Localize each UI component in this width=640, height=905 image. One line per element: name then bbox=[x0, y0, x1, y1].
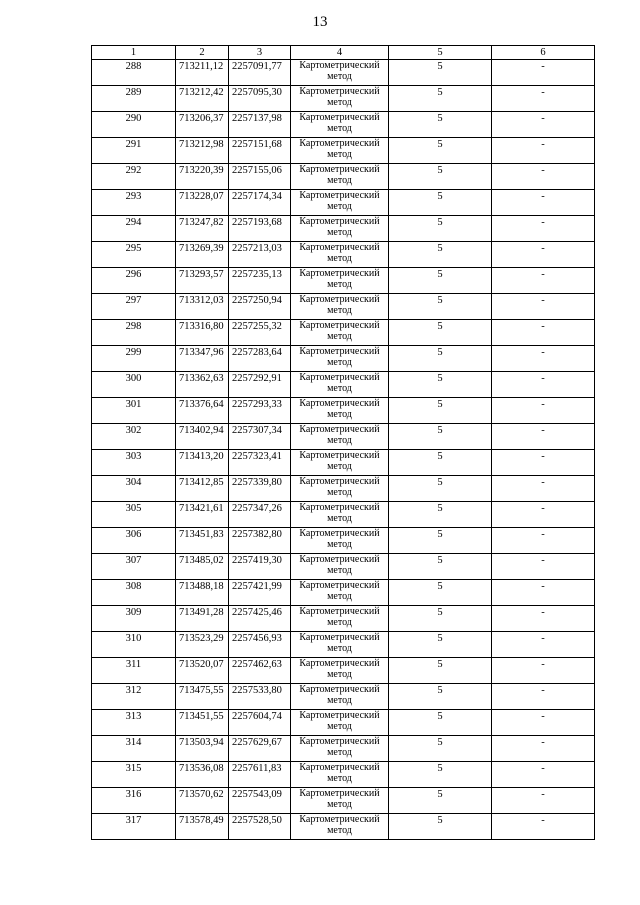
point-number-cell: 307 bbox=[92, 554, 176, 580]
y-coordinate-cell: 2257462,63 bbox=[229, 658, 291, 684]
table-row bbox=[92, 424, 595, 450]
x-coordinate-cell: 713412,85 bbox=[176, 476, 229, 502]
method-cell: Картометрический метод bbox=[291, 190, 389, 216]
y-coordinate-cell: 2257095,30 bbox=[229, 86, 291, 112]
method-cell: Картометрический метод bbox=[291, 814, 389, 840]
accuracy-cell: 5 bbox=[389, 294, 492, 320]
y-coordinate-cell: 2257255,32 bbox=[229, 320, 291, 346]
table-row bbox=[92, 554, 595, 580]
method-cell: Картометрический метод bbox=[291, 216, 389, 242]
accuracy-cell: 5 bbox=[389, 320, 492, 346]
accuracy-cell: 5 bbox=[389, 554, 492, 580]
table-row bbox=[92, 190, 595, 216]
note-cell: - bbox=[492, 528, 595, 554]
table-row bbox=[92, 216, 595, 242]
accuracy-cell: 5 bbox=[389, 580, 492, 606]
x-coordinate-cell: 713451,55 bbox=[176, 710, 229, 736]
x-coordinate-cell: 713421,61 bbox=[176, 502, 229, 528]
y-coordinate-cell: 2257419,30 bbox=[229, 554, 291, 580]
point-number-cell: 308 bbox=[92, 580, 176, 606]
accuracy-cell: 5 bbox=[389, 762, 492, 788]
method-cell: Картометрический метод bbox=[291, 398, 389, 424]
table-row bbox=[92, 450, 595, 476]
x-coordinate-cell: 713269,39 bbox=[176, 242, 229, 268]
table-row bbox=[92, 762, 595, 788]
note-cell: - bbox=[492, 788, 595, 814]
method-cell: Картометрический метод bbox=[291, 606, 389, 632]
method-cell: Картометрический метод bbox=[291, 242, 389, 268]
method-cell: Картометрический метод bbox=[291, 580, 389, 606]
x-coordinate-cell: 713220,39 bbox=[176, 164, 229, 190]
table-row bbox=[92, 398, 595, 424]
x-coordinate-cell: 713247,82 bbox=[176, 216, 229, 242]
accuracy-cell: 5 bbox=[389, 814, 492, 840]
y-coordinate-cell: 2257137,98 bbox=[229, 112, 291, 138]
point-number-cell: 305 bbox=[92, 502, 176, 528]
point-number-cell: 299 bbox=[92, 346, 176, 372]
table-row bbox=[92, 658, 595, 684]
method-cell: Картометрический метод bbox=[291, 710, 389, 736]
note-cell: - bbox=[492, 268, 595, 294]
y-coordinate-cell: 2257283,64 bbox=[229, 346, 291, 372]
method-cell: Картометрический метод bbox=[291, 138, 389, 164]
x-coordinate-cell: 713211,12 bbox=[176, 60, 229, 86]
accuracy-cell: 5 bbox=[389, 138, 492, 164]
method-cell: Картометрический метод bbox=[291, 346, 389, 372]
column-header: 2 bbox=[176, 46, 229, 60]
table-row bbox=[92, 580, 595, 606]
accuracy-cell: 5 bbox=[389, 372, 492, 398]
y-coordinate-cell: 2257611,83 bbox=[229, 762, 291, 788]
method-cell: Картометрический метод bbox=[291, 528, 389, 554]
accuracy-cell: 5 bbox=[389, 398, 492, 424]
page-number: 13 bbox=[312, 14, 328, 30]
accuracy-cell: 5 bbox=[389, 164, 492, 190]
y-coordinate-cell: 2257629,67 bbox=[229, 736, 291, 762]
column-header: 6 bbox=[492, 46, 595, 60]
table-row bbox=[92, 60, 595, 86]
method-cell: Картометрический метод bbox=[291, 294, 389, 320]
table-row bbox=[92, 320, 595, 346]
point-number-cell: 298 bbox=[92, 320, 176, 346]
x-coordinate-cell: 713316,80 bbox=[176, 320, 229, 346]
note-cell: - bbox=[492, 658, 595, 684]
note-cell: - bbox=[492, 372, 595, 398]
method-cell: Картометрический метод bbox=[291, 788, 389, 814]
x-coordinate-cell: 713570,62 bbox=[176, 788, 229, 814]
note-cell: - bbox=[492, 398, 595, 424]
accuracy-cell: 5 bbox=[389, 424, 492, 450]
y-coordinate-cell: 2257151,68 bbox=[229, 138, 291, 164]
table-row bbox=[92, 632, 595, 658]
table-row bbox=[92, 736, 595, 762]
table-row bbox=[92, 346, 595, 372]
note-cell: - bbox=[492, 684, 595, 710]
point-number-cell: 304 bbox=[92, 476, 176, 502]
accuracy-cell: 5 bbox=[389, 710, 492, 736]
note-cell: - bbox=[492, 164, 595, 190]
table-body bbox=[92, 60, 595, 840]
y-coordinate-cell: 2257155,06 bbox=[229, 164, 291, 190]
method-cell: Картометрический метод bbox=[291, 554, 389, 580]
note-cell: - bbox=[492, 554, 595, 580]
column-header: 1 bbox=[92, 46, 176, 60]
accuracy-cell: 5 bbox=[389, 242, 492, 268]
y-coordinate-cell: 2257528,50 bbox=[229, 814, 291, 840]
note-cell: - bbox=[492, 632, 595, 658]
point-number-cell: 302 bbox=[92, 424, 176, 450]
x-coordinate-cell: 713491,28 bbox=[176, 606, 229, 632]
y-coordinate-cell: 2257339,80 bbox=[229, 476, 291, 502]
point-number-cell: 310 bbox=[92, 632, 176, 658]
table-row bbox=[92, 138, 595, 164]
x-coordinate-cell: 713503,94 bbox=[176, 736, 229, 762]
accuracy-cell: 5 bbox=[389, 216, 492, 242]
point-number-cell: 290 bbox=[92, 112, 176, 138]
table-row bbox=[92, 606, 595, 632]
point-number-cell: 293 bbox=[92, 190, 176, 216]
point-number-cell: 313 bbox=[92, 710, 176, 736]
x-coordinate-cell: 713206,37 bbox=[176, 112, 229, 138]
y-coordinate-cell: 2257456,93 bbox=[229, 632, 291, 658]
table-row bbox=[92, 294, 595, 320]
table-row bbox=[92, 242, 595, 268]
table-row bbox=[92, 112, 595, 138]
note-cell: - bbox=[492, 86, 595, 112]
method-cell: Картометрический метод bbox=[291, 476, 389, 502]
table-row bbox=[92, 502, 595, 528]
accuracy-cell: 5 bbox=[389, 190, 492, 216]
accuracy-cell: 5 bbox=[389, 86, 492, 112]
method-cell: Картометрический метод bbox=[291, 268, 389, 294]
accuracy-cell: 5 bbox=[389, 60, 492, 86]
y-coordinate-cell: 2257421,99 bbox=[229, 580, 291, 606]
point-number-cell: 306 bbox=[92, 528, 176, 554]
point-number-cell: 314 bbox=[92, 736, 176, 762]
x-coordinate-cell: 713488,18 bbox=[176, 580, 229, 606]
x-coordinate-cell: 713212,42 bbox=[176, 86, 229, 112]
point-number-cell: 309 bbox=[92, 606, 176, 632]
y-coordinate-cell: 2257382,80 bbox=[229, 528, 291, 554]
y-coordinate-cell: 2257533,80 bbox=[229, 684, 291, 710]
accuracy-cell: 5 bbox=[389, 632, 492, 658]
note-cell: - bbox=[492, 138, 595, 164]
table-row bbox=[92, 710, 595, 736]
note-cell: - bbox=[492, 216, 595, 242]
y-coordinate-cell: 2257543,09 bbox=[229, 788, 291, 814]
method-cell: Картометрический метод bbox=[291, 762, 389, 788]
point-number-cell: 303 bbox=[92, 450, 176, 476]
note-cell: - bbox=[492, 710, 595, 736]
y-coordinate-cell: 2257307,34 bbox=[229, 424, 291, 450]
table-row bbox=[92, 476, 595, 502]
method-cell: Картометрический метод bbox=[291, 320, 389, 346]
table-row bbox=[92, 814, 595, 840]
table-row bbox=[92, 528, 595, 554]
accuracy-cell: 5 bbox=[389, 346, 492, 372]
note-cell: - bbox=[492, 502, 595, 528]
method-cell: Картометрический метод bbox=[291, 372, 389, 398]
x-coordinate-cell: 713376,64 bbox=[176, 398, 229, 424]
method-cell: Картометрический метод bbox=[291, 86, 389, 112]
y-coordinate-cell: 2257347,26 bbox=[229, 502, 291, 528]
method-cell: Картометрический метод bbox=[291, 658, 389, 684]
point-number-cell: 300 bbox=[92, 372, 176, 398]
x-coordinate-cell: 713578,49 bbox=[176, 814, 229, 840]
point-number-cell: 292 bbox=[92, 164, 176, 190]
y-coordinate-cell: 2257091,77 bbox=[229, 60, 291, 86]
point-number-cell: 295 bbox=[92, 242, 176, 268]
method-cell: Картометрический метод bbox=[291, 60, 389, 86]
table-row bbox=[92, 86, 595, 112]
accuracy-cell: 5 bbox=[389, 606, 492, 632]
x-coordinate-cell: 713293,57 bbox=[176, 268, 229, 294]
x-coordinate-cell: 713362,63 bbox=[176, 372, 229, 398]
method-cell: Картометрический метод bbox=[291, 424, 389, 450]
point-number-cell: 291 bbox=[92, 138, 176, 164]
point-number-cell: 294 bbox=[92, 216, 176, 242]
y-coordinate-cell: 2257293,33 bbox=[229, 398, 291, 424]
column-header: 5 bbox=[389, 46, 492, 60]
table-row bbox=[92, 372, 595, 398]
point-number-cell: 296 bbox=[92, 268, 176, 294]
accuracy-cell: 5 bbox=[389, 528, 492, 554]
method-cell: Картометрический метод bbox=[291, 164, 389, 190]
note-cell: - bbox=[492, 190, 595, 216]
method-cell: Картометрический метод bbox=[291, 736, 389, 762]
point-number-cell: 301 bbox=[92, 398, 176, 424]
coordinates-table bbox=[91, 45, 595, 840]
note-cell: - bbox=[492, 814, 595, 840]
table-row bbox=[92, 268, 595, 294]
method-cell: Картометрический метод bbox=[291, 502, 389, 528]
table-row bbox=[92, 164, 595, 190]
note-cell: - bbox=[492, 762, 595, 788]
method-cell: Картометрический метод bbox=[291, 450, 389, 476]
point-number-cell: 288 bbox=[92, 60, 176, 86]
x-coordinate-cell: 713536,08 bbox=[176, 762, 229, 788]
note-cell: - bbox=[492, 294, 595, 320]
point-number-cell: 316 bbox=[92, 788, 176, 814]
point-number-cell: 297 bbox=[92, 294, 176, 320]
x-coordinate-cell: 713312,03 bbox=[176, 294, 229, 320]
method-cell: Картометрический метод bbox=[291, 632, 389, 658]
x-coordinate-cell: 713451,83 bbox=[176, 528, 229, 554]
y-coordinate-cell: 2257292,91 bbox=[229, 372, 291, 398]
note-cell: - bbox=[492, 476, 595, 502]
table-row bbox=[92, 788, 595, 814]
x-coordinate-cell: 713520,07 bbox=[176, 658, 229, 684]
note-cell: - bbox=[492, 606, 595, 632]
point-number-cell: 312 bbox=[92, 684, 176, 710]
y-coordinate-cell: 2257193,68 bbox=[229, 216, 291, 242]
accuracy-cell: 5 bbox=[389, 736, 492, 762]
x-coordinate-cell: 713485,02 bbox=[176, 554, 229, 580]
accuracy-cell: 5 bbox=[389, 788, 492, 814]
note-cell: - bbox=[492, 736, 595, 762]
note-cell: - bbox=[492, 346, 595, 372]
x-coordinate-cell: 713212,98 bbox=[176, 138, 229, 164]
accuracy-cell: 5 bbox=[389, 684, 492, 710]
method-cell: Картометрический метод bbox=[291, 684, 389, 710]
note-cell: - bbox=[492, 242, 595, 268]
accuracy-cell: 5 bbox=[389, 658, 492, 684]
note-cell: - bbox=[492, 580, 595, 606]
column-header: 3 bbox=[229, 46, 291, 60]
accuracy-cell: 5 bbox=[389, 268, 492, 294]
x-coordinate-cell: 713347,96 bbox=[176, 346, 229, 372]
accuracy-cell: 5 bbox=[389, 450, 492, 476]
note-cell: - bbox=[492, 424, 595, 450]
note-cell: - bbox=[492, 60, 595, 86]
column-header: 4 bbox=[291, 46, 389, 60]
table-header bbox=[92, 46, 595, 60]
y-coordinate-cell: 2257213,03 bbox=[229, 242, 291, 268]
y-coordinate-cell: 2257174,34 bbox=[229, 190, 291, 216]
y-coordinate-cell: 2257250,94 bbox=[229, 294, 291, 320]
note-cell: - bbox=[492, 112, 595, 138]
x-coordinate-cell: 713413,20 bbox=[176, 450, 229, 476]
note-cell: - bbox=[492, 320, 595, 346]
y-coordinate-cell: 2257604,74 bbox=[229, 710, 291, 736]
y-coordinate-cell: 2257235,13 bbox=[229, 268, 291, 294]
point-number-cell: 289 bbox=[92, 86, 176, 112]
point-number-cell: 317 bbox=[92, 814, 176, 840]
table-row bbox=[92, 684, 595, 710]
point-number-cell: 315 bbox=[92, 762, 176, 788]
accuracy-cell: 5 bbox=[389, 502, 492, 528]
header-row bbox=[92, 46, 595, 60]
x-coordinate-cell: 713228,07 bbox=[176, 190, 229, 216]
accuracy-cell: 5 bbox=[389, 112, 492, 138]
method-cell: Картометрический метод bbox=[291, 112, 389, 138]
x-coordinate-cell: 713475,55 bbox=[176, 684, 229, 710]
note-cell: - bbox=[492, 450, 595, 476]
x-coordinate-cell: 713402,94 bbox=[176, 424, 229, 450]
y-coordinate-cell: 2257425,46 bbox=[229, 606, 291, 632]
x-coordinate-cell: 713523,29 bbox=[176, 632, 229, 658]
accuracy-cell: 5 bbox=[389, 476, 492, 502]
y-coordinate-cell: 2257323,41 bbox=[229, 450, 291, 476]
point-number-cell: 311 bbox=[92, 658, 176, 684]
